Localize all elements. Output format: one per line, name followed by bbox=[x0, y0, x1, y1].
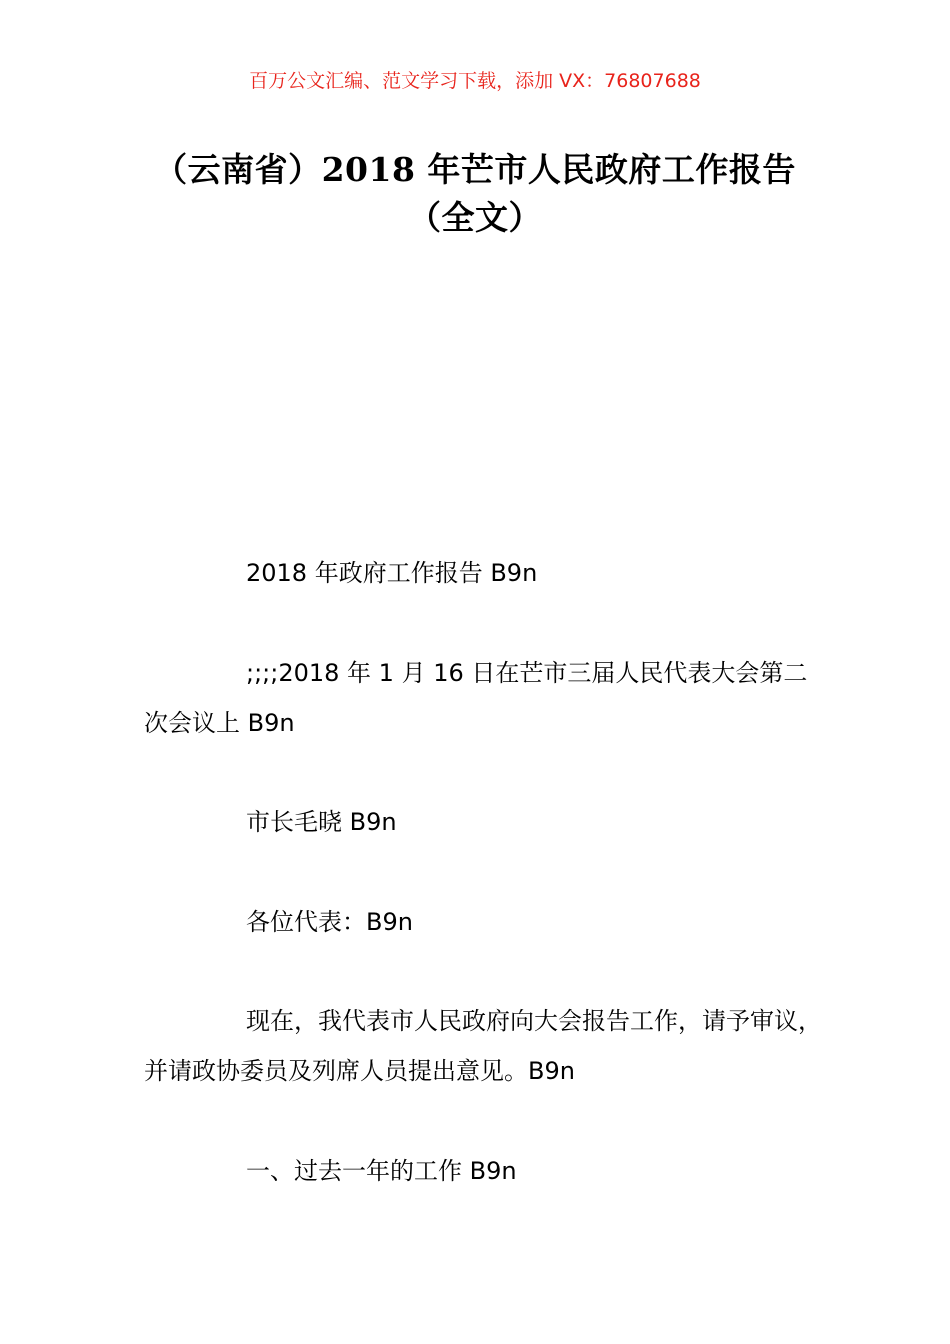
document-title-line-2: （全文） bbox=[408, 198, 542, 237]
section-heading-past-year: 一、过去一年的工作 B9n bbox=[246, 1157, 517, 1185]
paragraph-speaker: 市长毛晓 B9n bbox=[246, 808, 397, 836]
paragraph-meeting-date: ;;;;2018 年 1 月 16 日在芒市三届人民代表大会第二次会议上 B9n bbox=[144, 659, 808, 737]
document-title bbox=[120, 146, 830, 242]
header-promo-note: 百万公文汇编、范文学习下载，添加 VX：76807688 bbox=[249, 70, 701, 92]
paragraph-opening: 现在，我代表市人民政府向大会报告工作，请予审议，并请政协委员及列席人员提出意见。B9n bbox=[144, 1007, 822, 1085]
paragraph-salutation: 各位代表：B9n bbox=[246, 908, 413, 936]
document-title-line-1: （云南省）2018 年芒市人民政府工作报告 bbox=[154, 150, 796, 189]
paragraph-report-heading: 2018 年政府工作报告 B9n bbox=[246, 559, 538, 587]
